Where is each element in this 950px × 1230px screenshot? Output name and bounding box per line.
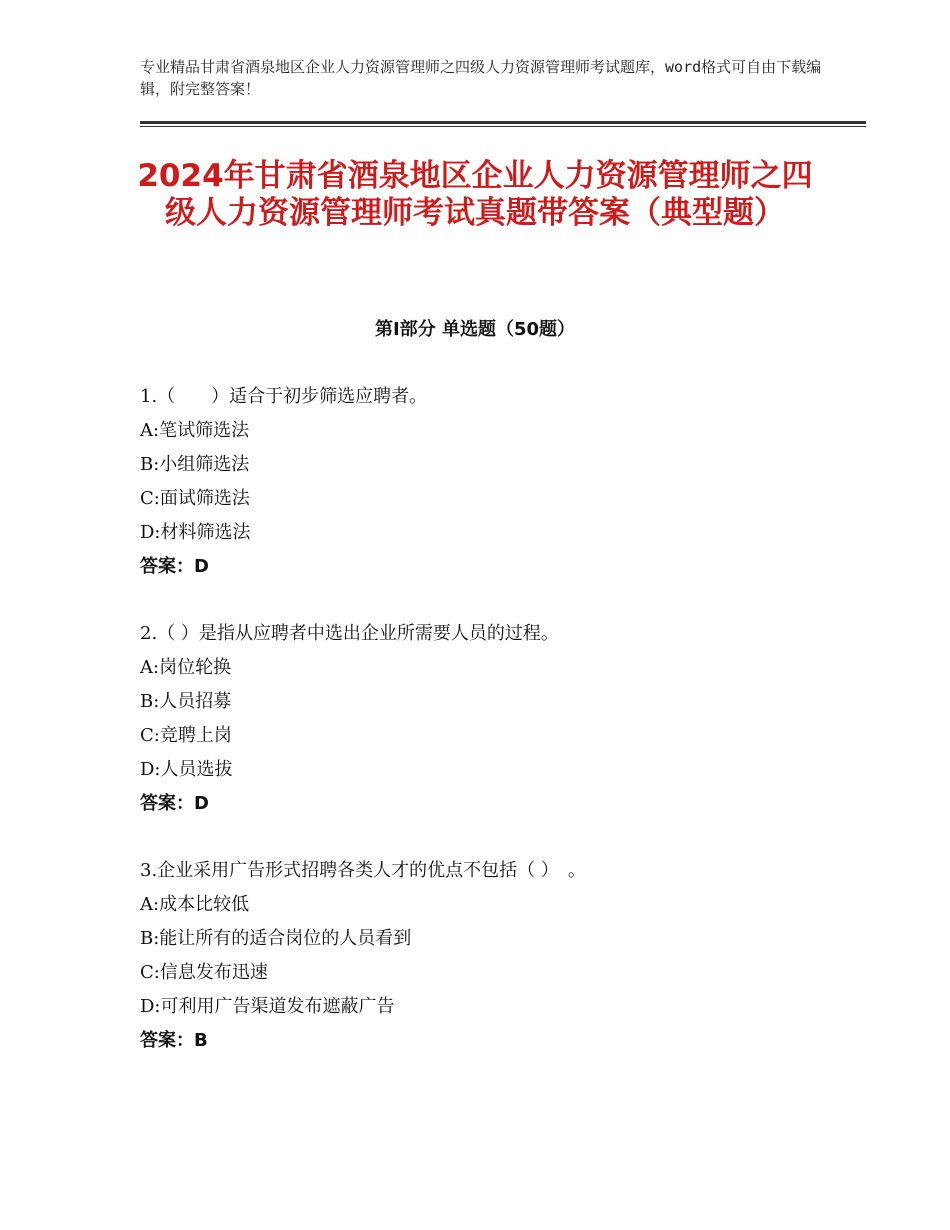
option-c: C:竞聘上岗 (140, 725, 232, 746)
option-c: C:信息发布迅速 (140, 962, 268, 983)
question-list (140, 380, 840, 1058)
header-divider-thick (140, 121, 866, 124)
question-3 (140, 854, 840, 1058)
option-d: D:材料筛选法 (140, 522, 251, 543)
answer: 答案：B (140, 1030, 208, 1051)
answer: 答案：D (140, 556, 209, 577)
option-b: B:能让所有的适合岗位的人员看到 (140, 928, 412, 949)
option-a: A:笔试筛选法 (140, 420, 250, 441)
question-1 (140, 380, 840, 584)
header-note: 专业精品甘肃省酒泉地区企业人力资源管理师之四级人力资源管理师考试题库，word格式可自由下载编辑，附完整答案！ (140, 58, 822, 98)
document-title: 2024年甘肃省酒泉地区企业人力资源管理师之四级人力资源管理师考试真题带答案（典型题） (137, 158, 813, 231)
option-b: B:人员招募 (140, 691, 232, 712)
option-b: B:小组筛选法 (140, 454, 250, 475)
header-divider-thin (140, 126, 866, 127)
answer: 答案：D (140, 793, 209, 814)
question-2 (140, 617, 840, 821)
question-stem: 2.（ ）是指从应聘者中选出企业所需要人员的过程。 (140, 623, 559, 644)
option-a: A:成本比较低 (140, 894, 250, 915)
option-a: A:岗位轮换 (140, 657, 232, 678)
option-c: C:面试筛选法 (140, 488, 250, 509)
question-stem: 1.（ ）适合于初步筛选应聘者。 (140, 386, 428, 407)
option-d: D:可利用广告渠道发布遮蔽广告 (140, 996, 395, 1017)
section-title: 第Ⅰ部分 单选题（50题） (374, 319, 575, 340)
question-stem: 3.企业采用广告形式招聘各类人才的优点不包括（ ） 。 (140, 860, 586, 881)
option-d: D:人员选拔 (140, 759, 233, 780)
